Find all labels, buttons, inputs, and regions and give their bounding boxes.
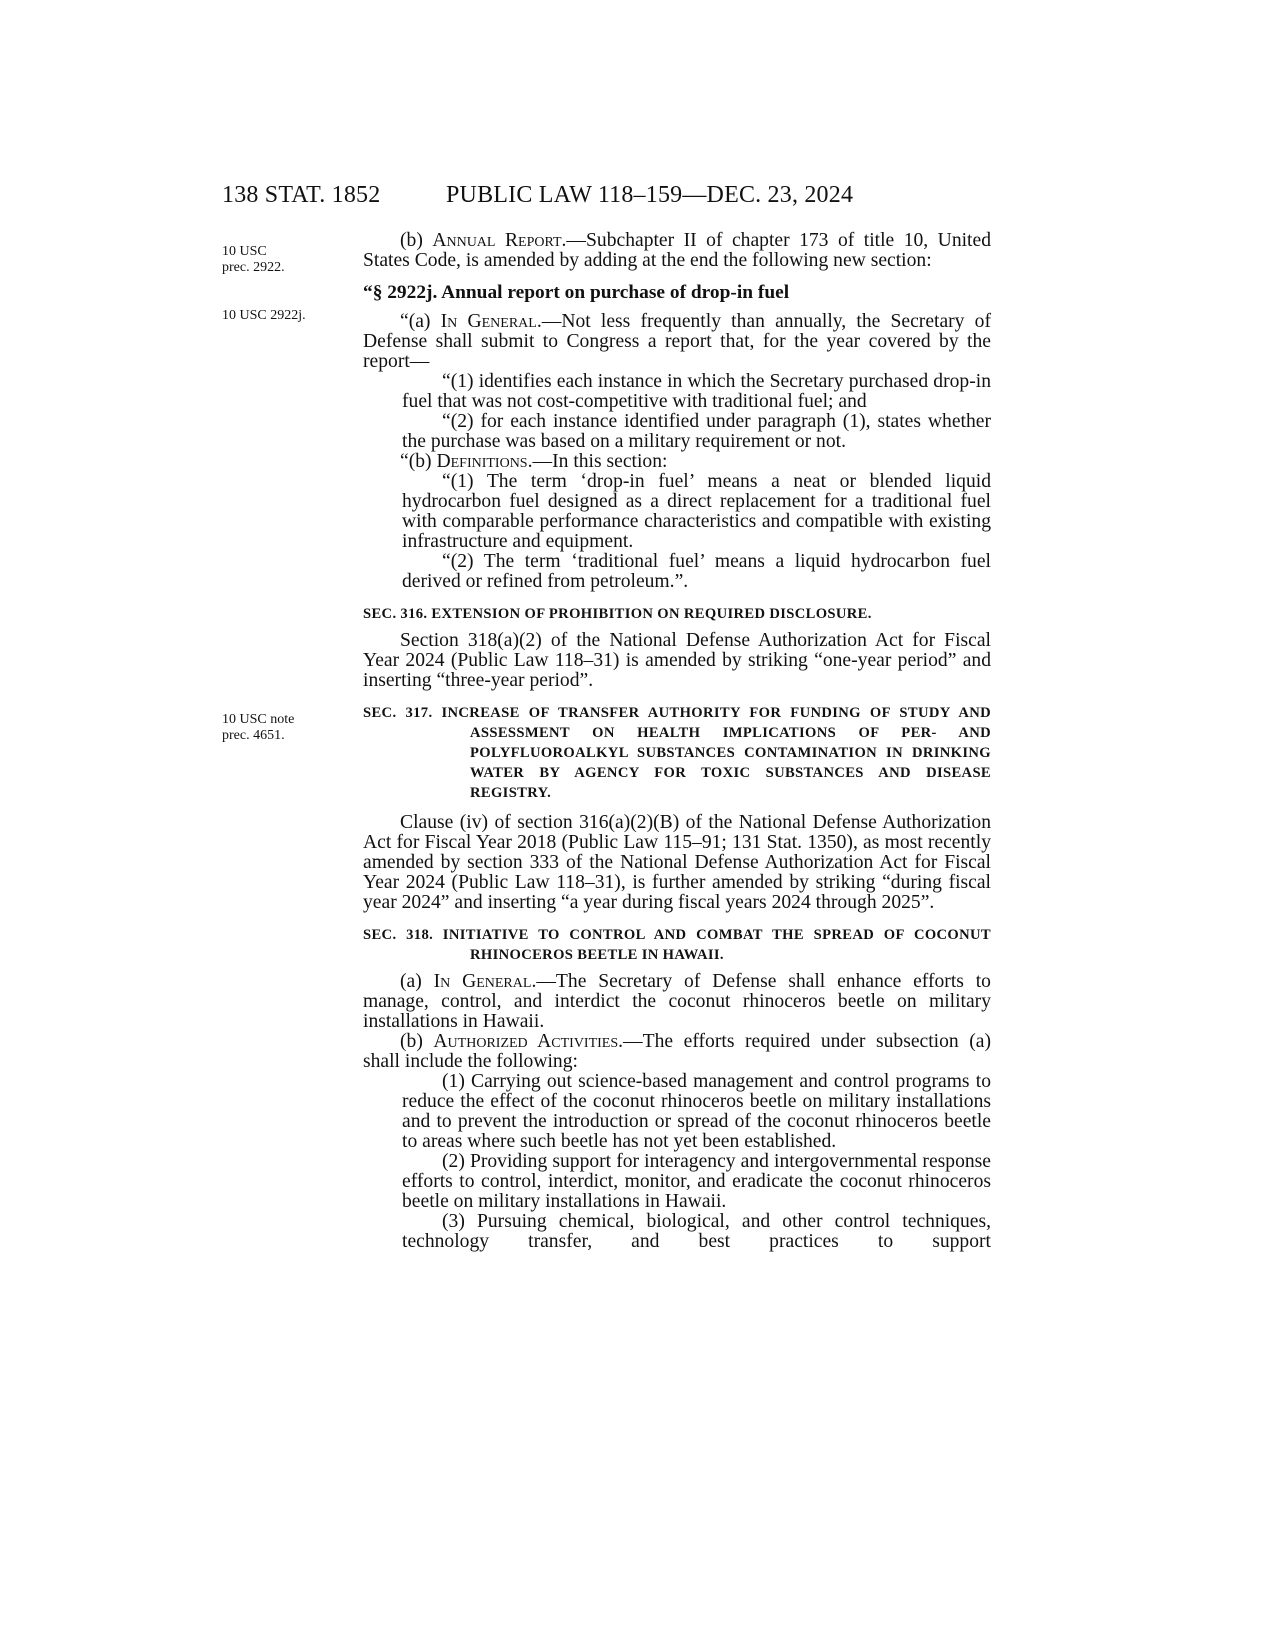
section-2922j-subsection-b: “(b) Definitions.—In this section: [400,451,668,472]
section-2922j-paragraph-b2: “(2) The term ‘traditional fuel’ means a liquid hydrocarbon fuel derived or refined from petroleum.”. [402,551,991,592]
section-2922j-paragraph-a1: “(1) identifies each instance in which the Secretary purchased drop-in fuel that was not cost-competitive with traditional fuel; and [402,371,991,412]
sec-318-paragraph-b3: (3) Pursuing chemical, biological, and other control techniques, technology transfer, and best practices to support [402,1211,991,1252]
sec-317-text: Clause (iv) of section 316(a)(2)(B) of the National Defense Authorization Act for Fiscal Year 2018 (Public Law 115–91; 131 Stat. 1350), as most recently amended by section 333 of the National Defense Authorization Act for Fiscal Year 2024 (Public Law 118–31), is further amended by striking “during fiscal year 2024” and inserting “a year during fiscal years 2024 through 2025”. [363,812,991,913]
statute-page-number: 138 STAT. 1852 [222,182,381,208]
margin-note-usc-note-prec-4651: 10 USC note prec. 4651. [222,712,295,743]
margin-note-usc-2922j: 10 USC 2922j. [222,308,306,323]
sec-318-subsection-a: (a) In General.—The Secretary of Defense shall enhance efforts to manage, control, and interdict the coconut rhinoceros beetle on military installations in Hawaii. [363,971,991,1032]
annual-report-paragraph: (b) Annual Report.—Subchapter II of chapter 173 of title 10, United States Code, is amended by adding at the end the following new section: [363,230,991,271]
sec-316-heading: SEC. 316. EXTENSION OF PROHIBITION ON REQUIRED DISCLOSURE. [363,606,872,622]
section-2922j-paragraph-a2: “(2) for each instance identified under paragraph (1), states whether the purchase was based on a military requirement or not. [402,411,991,452]
body-text-column [363,231,991,1252]
sec-317-heading: SEC. 317. INCREASE OF TRANSFER AUTHORITY FOR FUNDING OF STUDY AND ASSESSMENT ON HEALTH IMPLICATIONS OF PER- AND POLYFLUOROALKYL SUBSTANCES CONTAMINATION IN DRINKING WATER BY AGENCY FOR TOXIC SUBSTANCES AND DISEASE REGISTRY. [363,705,991,801]
margin-note-usc-prec-2922: 10 USC prec. 2922. [222,244,285,275]
sec-316-text: Section 318(a)(2) of the National Defense Authorization Act for Fiscal Year 2024 (Public Law 118–31) is amended by striking “one-year period” and inserting “three-year period”. [363,630,991,691]
public-law-citation: PUBLIC LAW 118–159—DEC. 23, 2024 [446,182,854,208]
section-2922j-paragraph-b1: “(1) The term ‘drop-in fuel’ means a neat or blended liquid hydrocarbon fuel designed as a direct replacement for a traditional fuel with comparable performance characteristics and compatible with existing infrastructure and equipment. [402,471,991,552]
section-2922j-subsection-a: “(a) In General.—Not less frequently than annually, the Secretary of Defense shall submit to Congress a report that, for the year covered by the report— [363,311,991,372]
sec-318-paragraph-b1: (1) Carrying out science-based management and control programs to reduce the effect of the coconut rhinoceros beetle on military installations and to prevent the introduction or spread of the coconut rhinoceros beetle to areas where such beetle has not yet been established. [402,1071,991,1152]
sec-318-heading: SEC. 318. INITIATIVE TO CONTROL AND COMBAT THE SPREAD OF COCONUT RHINOCEROS BEETLE IN HAWAII. [363,927,991,963]
section-2922j-heading: “§ 2922j. Annual report on purchase of drop-in fuel [363,282,790,303]
sec-318-paragraph-b2: (2) Providing support for interagency and intergovernmental response efforts to control, interdict, monitor, and eradicate the coconut rhinoceros beetle on military installations in Hawaii. [402,1151,991,1212]
sec-318-subsection-b: (b) Authorized Activities.—The efforts required under subsection (a) shall include the following: [363,1031,991,1072]
